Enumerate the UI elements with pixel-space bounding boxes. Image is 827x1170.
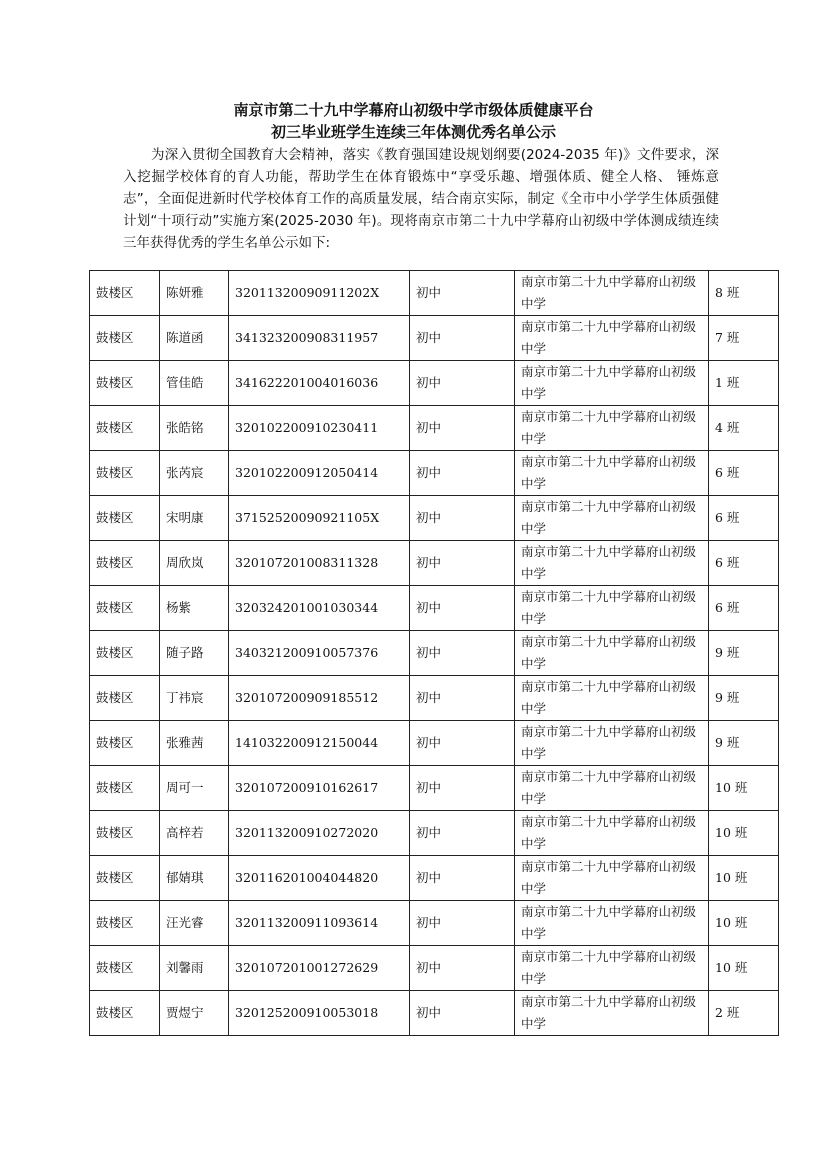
school-name-cell: 南京市第二十九中学幕府山初级中学	[515, 541, 709, 586]
student-name-cell: 张雅茜	[160, 721, 229, 766]
school-level-cell: 初中	[410, 946, 515, 991]
student-name-cell: 汪光睿	[160, 901, 229, 946]
table-row	[90, 406, 779, 451]
district-cell: 鼓楼区	[90, 451, 160, 496]
table-row	[90, 361, 779, 406]
school-level-cell: 初中	[410, 811, 515, 856]
class-cell: 7 班	[709, 316, 779, 361]
class-cell: 10 班	[709, 766, 779, 811]
id-number-cell: 320116201004044820	[229, 856, 410, 901]
district-cell: 鼓楼区	[90, 766, 160, 811]
school-level-cell: 初中	[410, 991, 515, 1036]
table-row	[90, 586, 779, 631]
student-name-cell: 郁婧琪	[160, 856, 229, 901]
district-cell: 鼓楼区	[90, 361, 160, 406]
student-name-cell: 张皓铭	[160, 406, 229, 451]
document-title: 南京市第二十九中学幕府山初级中学市级体质健康平台	[233, 101, 594, 119]
document-subtitle: 初三毕业班学生连续三年体测优秀名单公示	[270, 123, 556, 141]
id-number-cell: 320107200910162617	[229, 766, 410, 811]
table-row	[90, 991, 779, 1036]
class-cell: 6 班	[709, 451, 779, 496]
student-name-cell: 贾煜宁	[160, 991, 229, 1036]
school-name-cell: 南京市第二十九中学幕府山初级中学	[515, 451, 709, 496]
district-cell: 鼓楼区	[90, 496, 160, 541]
school-level-cell: 初中	[410, 856, 515, 901]
id-number-cell: 320125200910053018	[229, 991, 410, 1036]
school-name-cell: 南京市第二十九中学幕府山初级中学	[515, 586, 709, 631]
school-name-cell: 南京市第二十九中学幕府山初级中学	[515, 361, 709, 406]
district-cell: 鼓楼区	[90, 406, 160, 451]
id-number-cell: 32011320090911202X	[229, 271, 410, 316]
district-cell: 鼓楼区	[90, 586, 160, 631]
school-level-cell: 初中	[410, 451, 515, 496]
student-name-cell: 陈道函	[160, 316, 229, 361]
district-cell: 鼓楼区	[90, 811, 160, 856]
school-level-cell: 初中	[410, 901, 515, 946]
class-cell: 1 班	[709, 361, 779, 406]
school-level-cell: 初中	[410, 406, 515, 451]
id-number-cell: 320113200910272020	[229, 811, 410, 856]
district-cell: 鼓楼区	[90, 991, 160, 1036]
school-name-cell: 南京市第二十九中学幕府山初级中学	[515, 316, 709, 361]
school-name-cell: 南京市第二十九中学幕府山初级中学	[515, 991, 709, 1036]
id-number-cell: 341622201004016036	[229, 361, 410, 406]
district-cell: 鼓楼区	[90, 721, 160, 766]
id-number-cell: 320107201008311328	[229, 541, 410, 586]
id-number-cell: 320113200911093614	[229, 901, 410, 946]
school-name-cell: 南京市第二十九中学幕府山初级中学	[515, 811, 709, 856]
class-cell: 2 班	[709, 991, 779, 1036]
school-level-cell: 初中	[410, 361, 515, 406]
id-number-cell: 320107201001272629	[229, 946, 410, 991]
school-name-cell: 南京市第二十九中学幕府山初级中学	[515, 496, 709, 541]
student-name-cell: 周欣岚	[160, 541, 229, 586]
id-number-cell: 320102200910230411	[229, 406, 410, 451]
student-name-cell: 丁祎宸	[160, 676, 229, 721]
intro-paragraph: 为深入贯彻全国教育大会精神，落实《教育强国建设规划纲要(2024-2035 年)》文件要求，深入挖掘学校体育的育人功能，帮助学生在体育锻炼中“享受乐趣、增强体质、健全人格、 锤炼意志”，全面促进新时代学校体育工作的高质量发展，结合南京实际，制定《全市中小学学生体质强健计划“十项行动”实施方案(2025-2030 年)。现将南京市第二十九中学幕府山初级中学体测成绩连续三年获得优秀的学生名单公示如下:	[123, 147, 719, 251]
class-cell: 6 班	[709, 541, 779, 586]
student-name-cell: 周可一	[160, 766, 229, 811]
district-cell: 鼓楼区	[90, 271, 160, 316]
school-name-cell: 南京市第二十九中学幕府山初级中学	[515, 856, 709, 901]
class-cell: 10 班	[709, 856, 779, 901]
school-name-cell: 南京市第二十九中学幕府山初级中学	[515, 946, 709, 991]
table-row	[90, 856, 779, 901]
school-name-cell: 南京市第二十九中学幕府山初级中学	[515, 721, 709, 766]
student-table-body	[90, 271, 779, 1036]
school-name-cell: 南京市第二十九中学幕府山初级中学	[515, 271, 709, 316]
student-table	[89, 270, 779, 1036]
table-row	[90, 496, 779, 541]
class-cell: 10 班	[709, 811, 779, 856]
table-row	[90, 721, 779, 766]
student-name-cell: 管佳皓	[160, 361, 229, 406]
class-cell: 4 班	[709, 406, 779, 451]
class-cell: 6 班	[709, 586, 779, 631]
school-level-cell: 初中	[410, 316, 515, 361]
school-level-cell: 初中	[410, 766, 515, 811]
id-number-cell: 320107200909185512	[229, 676, 410, 721]
class-cell: 9 班	[709, 631, 779, 676]
id-number-cell: 340321200910057376	[229, 631, 410, 676]
school-level-cell: 初中	[410, 676, 515, 721]
class-cell: 6 班	[709, 496, 779, 541]
school-level-cell: 初中	[410, 496, 515, 541]
id-number-cell: 320102200912050414	[229, 451, 410, 496]
table-row	[90, 451, 779, 496]
school-name-cell: 南京市第二十九中学幕府山初级中学	[515, 901, 709, 946]
school-level-cell: 初中	[410, 586, 515, 631]
id-number-cell: 341323200908311957	[229, 316, 410, 361]
school-level-cell: 初中	[410, 631, 515, 676]
student-name-cell: 宋明康	[160, 496, 229, 541]
district-cell: 鼓楼区	[90, 541, 160, 586]
student-name-cell: 杨紫	[160, 586, 229, 631]
school-name-cell: 南京市第二十九中学幕府山初级中学	[515, 631, 709, 676]
school-level-cell: 初中	[410, 721, 515, 766]
student-name-cell: 高梓若	[160, 811, 229, 856]
district-cell: 鼓楼区	[90, 676, 160, 721]
class-cell: 9 班	[709, 676, 779, 721]
school-name-cell: 南京市第二十九中学幕府山初级中学	[515, 766, 709, 811]
table-row	[90, 676, 779, 721]
table-row	[90, 271, 779, 316]
table-row	[90, 316, 779, 361]
id-number-cell: 320324201001030344	[229, 586, 410, 631]
table-row	[90, 631, 779, 676]
student-name-cell: 刘馨雨	[160, 946, 229, 991]
class-cell: 9 班	[709, 721, 779, 766]
student-name-cell: 随子路	[160, 631, 229, 676]
school-level-cell: 初中	[410, 541, 515, 586]
school-name-cell: 南京市第二十九中学幕府山初级中学	[515, 406, 709, 451]
table-row	[90, 766, 779, 811]
class-cell: 10 班	[709, 946, 779, 991]
school-name-cell: 南京市第二十九中学幕府山初级中学	[515, 676, 709, 721]
table-row	[90, 946, 779, 991]
district-cell: 鼓楼区	[90, 856, 160, 901]
district-cell: 鼓楼区	[90, 631, 160, 676]
id-number-cell: 37152520090921105X	[229, 496, 410, 541]
table-row	[90, 901, 779, 946]
class-cell: 10 班	[709, 901, 779, 946]
table-row	[90, 811, 779, 856]
id-number-cell: 141032200912150044	[229, 721, 410, 766]
school-level-cell: 初中	[410, 271, 515, 316]
class-cell: 8 班	[709, 271, 779, 316]
student-name-cell: 陈妍雅	[160, 271, 229, 316]
district-cell: 鼓楼区	[90, 901, 160, 946]
student-name-cell: 张芮宸	[160, 451, 229, 496]
table-row	[90, 541, 779, 586]
district-cell: 鼓楼区	[90, 946, 160, 991]
district-cell: 鼓楼区	[90, 316, 160, 361]
